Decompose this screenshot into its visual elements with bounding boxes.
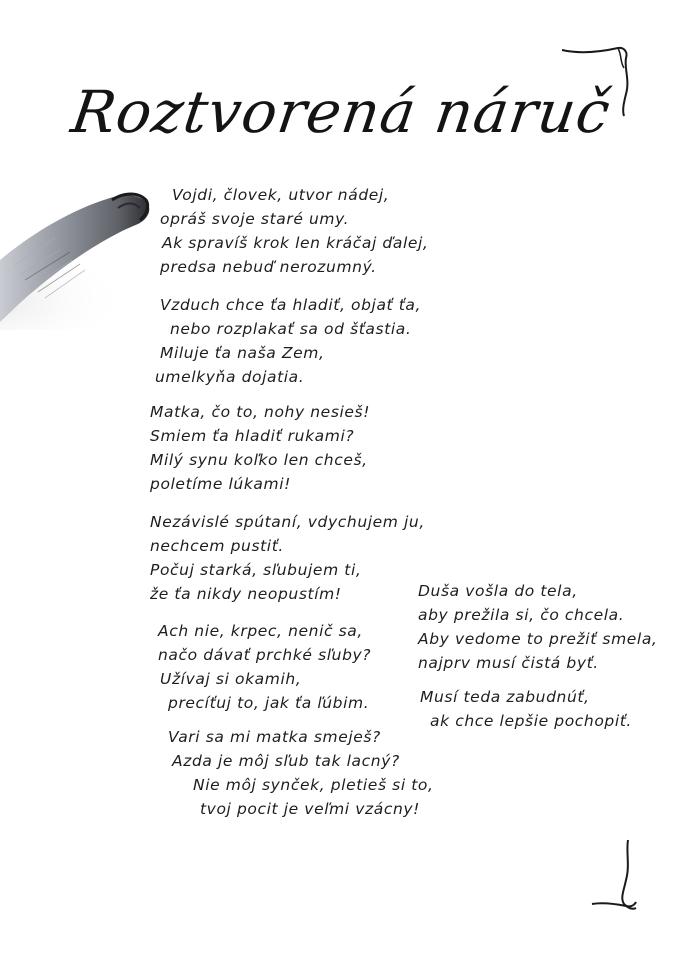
- poem-line: Aby vedome to prežiť smela,: [418, 630, 658, 648]
- poem-line: Počuj starká, sľubujem ti,: [150, 561, 362, 579]
- poem-line: Nie môj synček, pletieš si to,: [193, 776, 434, 794]
- poem-line: načo dávať prchké sľuby?: [158, 646, 372, 664]
- poem-line: nechcem pustiť.: [150, 537, 284, 555]
- poem-line: predsa nebuď nerozumný.: [160, 258, 377, 276]
- poem-line: ak chce lepšie pochopiť.: [430, 712, 632, 730]
- poem-line: tvoj pocit je veľmi vzácny!: [200, 800, 420, 818]
- poem-line: umelkyňa dojatia.: [155, 368, 305, 386]
- poem-line: nebo rozplakať sa od šťastia.: [170, 320, 412, 338]
- poem-line: opráš svoje staré umy.: [160, 210, 350, 228]
- poem-line: Miluje ťa naša Zem,: [160, 344, 325, 362]
- poem-line: Milý synu koľko len chceš,: [150, 451, 368, 469]
- poem-line: Matka, čo to, nohy nesieš!: [150, 403, 371, 421]
- poem-line: Užívaj si okamih,: [160, 670, 302, 688]
- poem-line: Nezávislé spútaní, vdychujem ju,: [150, 513, 425, 531]
- poem-line: Vari sa mi matka smeješ?: [168, 728, 381, 746]
- poem-line: Azda je môj sľub tak lacný?: [172, 752, 400, 770]
- poem-line: precíťuj to, jak ťa ľúbim.: [168, 694, 370, 712]
- bottom-right-corner-flourish: [590, 838, 640, 914]
- poem-title: Roztvorená náruč: [67, 78, 615, 146]
- poem-line: Ak spravíš krok len kráčaj ďalej,: [162, 234, 429, 252]
- poem-line: Ach nie, krpec, nenič sa,: [158, 622, 363, 640]
- poem-line: poletíme lúkami!: [150, 475, 291, 493]
- poem-line: Vzduch chce ťa hladiť, objať ťa,: [160, 296, 422, 314]
- poem-line: Musí teda zabudnúť,: [420, 688, 590, 706]
- poem-line: aby prežila si, čo chcela.: [418, 606, 625, 624]
- poem-line: Vojdi, človek, utvor nádej,: [172, 186, 390, 204]
- poem-line: najprv musí čistá byť.: [418, 654, 599, 672]
- poem-line: Duša vošla do tela,: [418, 582, 578, 600]
- poem-line: že ťa nikdy neopustím!: [150, 585, 342, 603]
- animal-paw-illustration: [0, 180, 160, 330]
- poem-line: Smiem ťa hladiť rukami?: [150, 427, 355, 445]
